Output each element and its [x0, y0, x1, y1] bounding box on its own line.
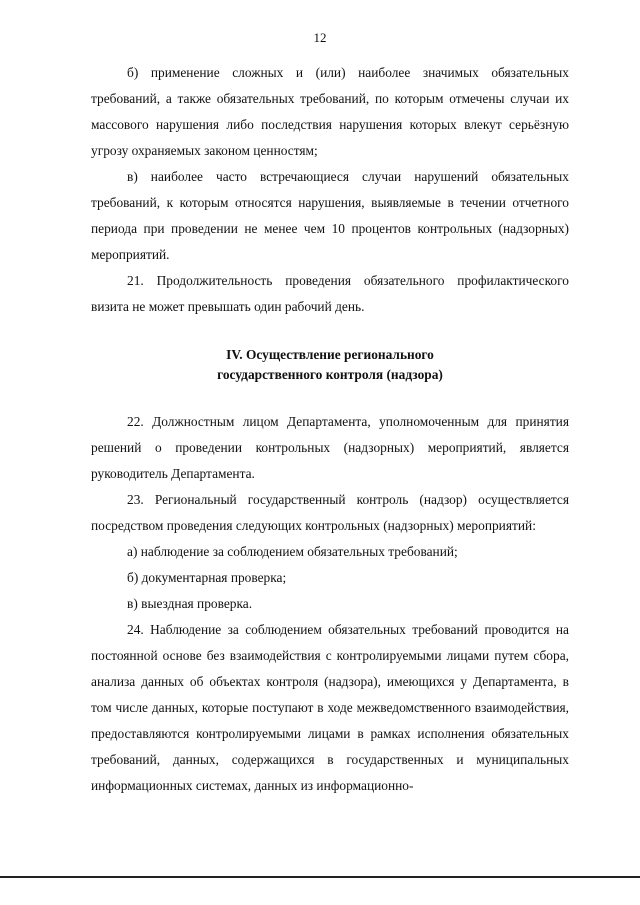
list-item-a-observation: а) наблюдение за соблюдением обязательных требований; — [127, 544, 458, 559]
paragraph-21-visit-duration: 21. Продолжительность проведения обязательного профилактического визита не может превышать один рабочий день. — [91, 273, 569, 314]
list-item-v-onsite-check: в) выездная проверка. — [127, 596, 253, 611]
paragraph-v-frequent-violations: в) наиболее часто встречающиеся случаи нарушений обязательных требований, к которым относятся нарушения, выявляемые в течении отчетного периода при проведении не менее чем 10 процентов контрольных (надзорных) мероприятий. — [91, 169, 569, 262]
paragraph-24-observation-description: 24. Наблюдение за соблюдением обязательных требований проводится на постоянной основе без взаимодействия с контролируемыми лицами путем сбора, анализа данных об объектах контроля (надзора), имеющихся у Департамента, в том числе данных, которые поступают в ходе межведомственного взаимодействия, предоставляются контролируемыми лицами в рамках исполнения обязательных требований, данных, содержащихся в государственных и муниципальных информационных системах, данных из информационно- — [91, 622, 569, 793]
paragraph-22-responsible-official: 22. Должностным лицом Департамента, уполномоченным для принятия решений о проведении контрольных (надзорных) мероприятий, является руководитель Департамента. — [91, 414, 569, 481]
paragraph-23-control-measures: 23. Региональный государственный контроль (надзор) осуществляется посредством проведения следующих контрольных (надзорных) мероприятий: — [91, 492, 569, 533]
section-title-line1: IV. Осуществление регионального — [226, 347, 434, 362]
list-item-b-documentary-check: б) документарная проверка; — [127, 570, 287, 585]
page-number: 12 — [313, 30, 327, 45]
page-bottom-edge — [0, 876, 640, 878]
paragraph-b-complex-requirements: б) применение сложных и (или) наиболее значимых обязательных требований, а также обязательных требований, по которым отмечены случаи их массового нарушения либо последствия нарушения которых влекут серьёзную угрозу охраняемых законом ценностям; — [91, 65, 569, 158]
document-body — [91, 60, 569, 799]
section-title — [91, 345, 569, 385]
section-title-line2: государственного контроля (надзора) — [217, 367, 443, 382]
